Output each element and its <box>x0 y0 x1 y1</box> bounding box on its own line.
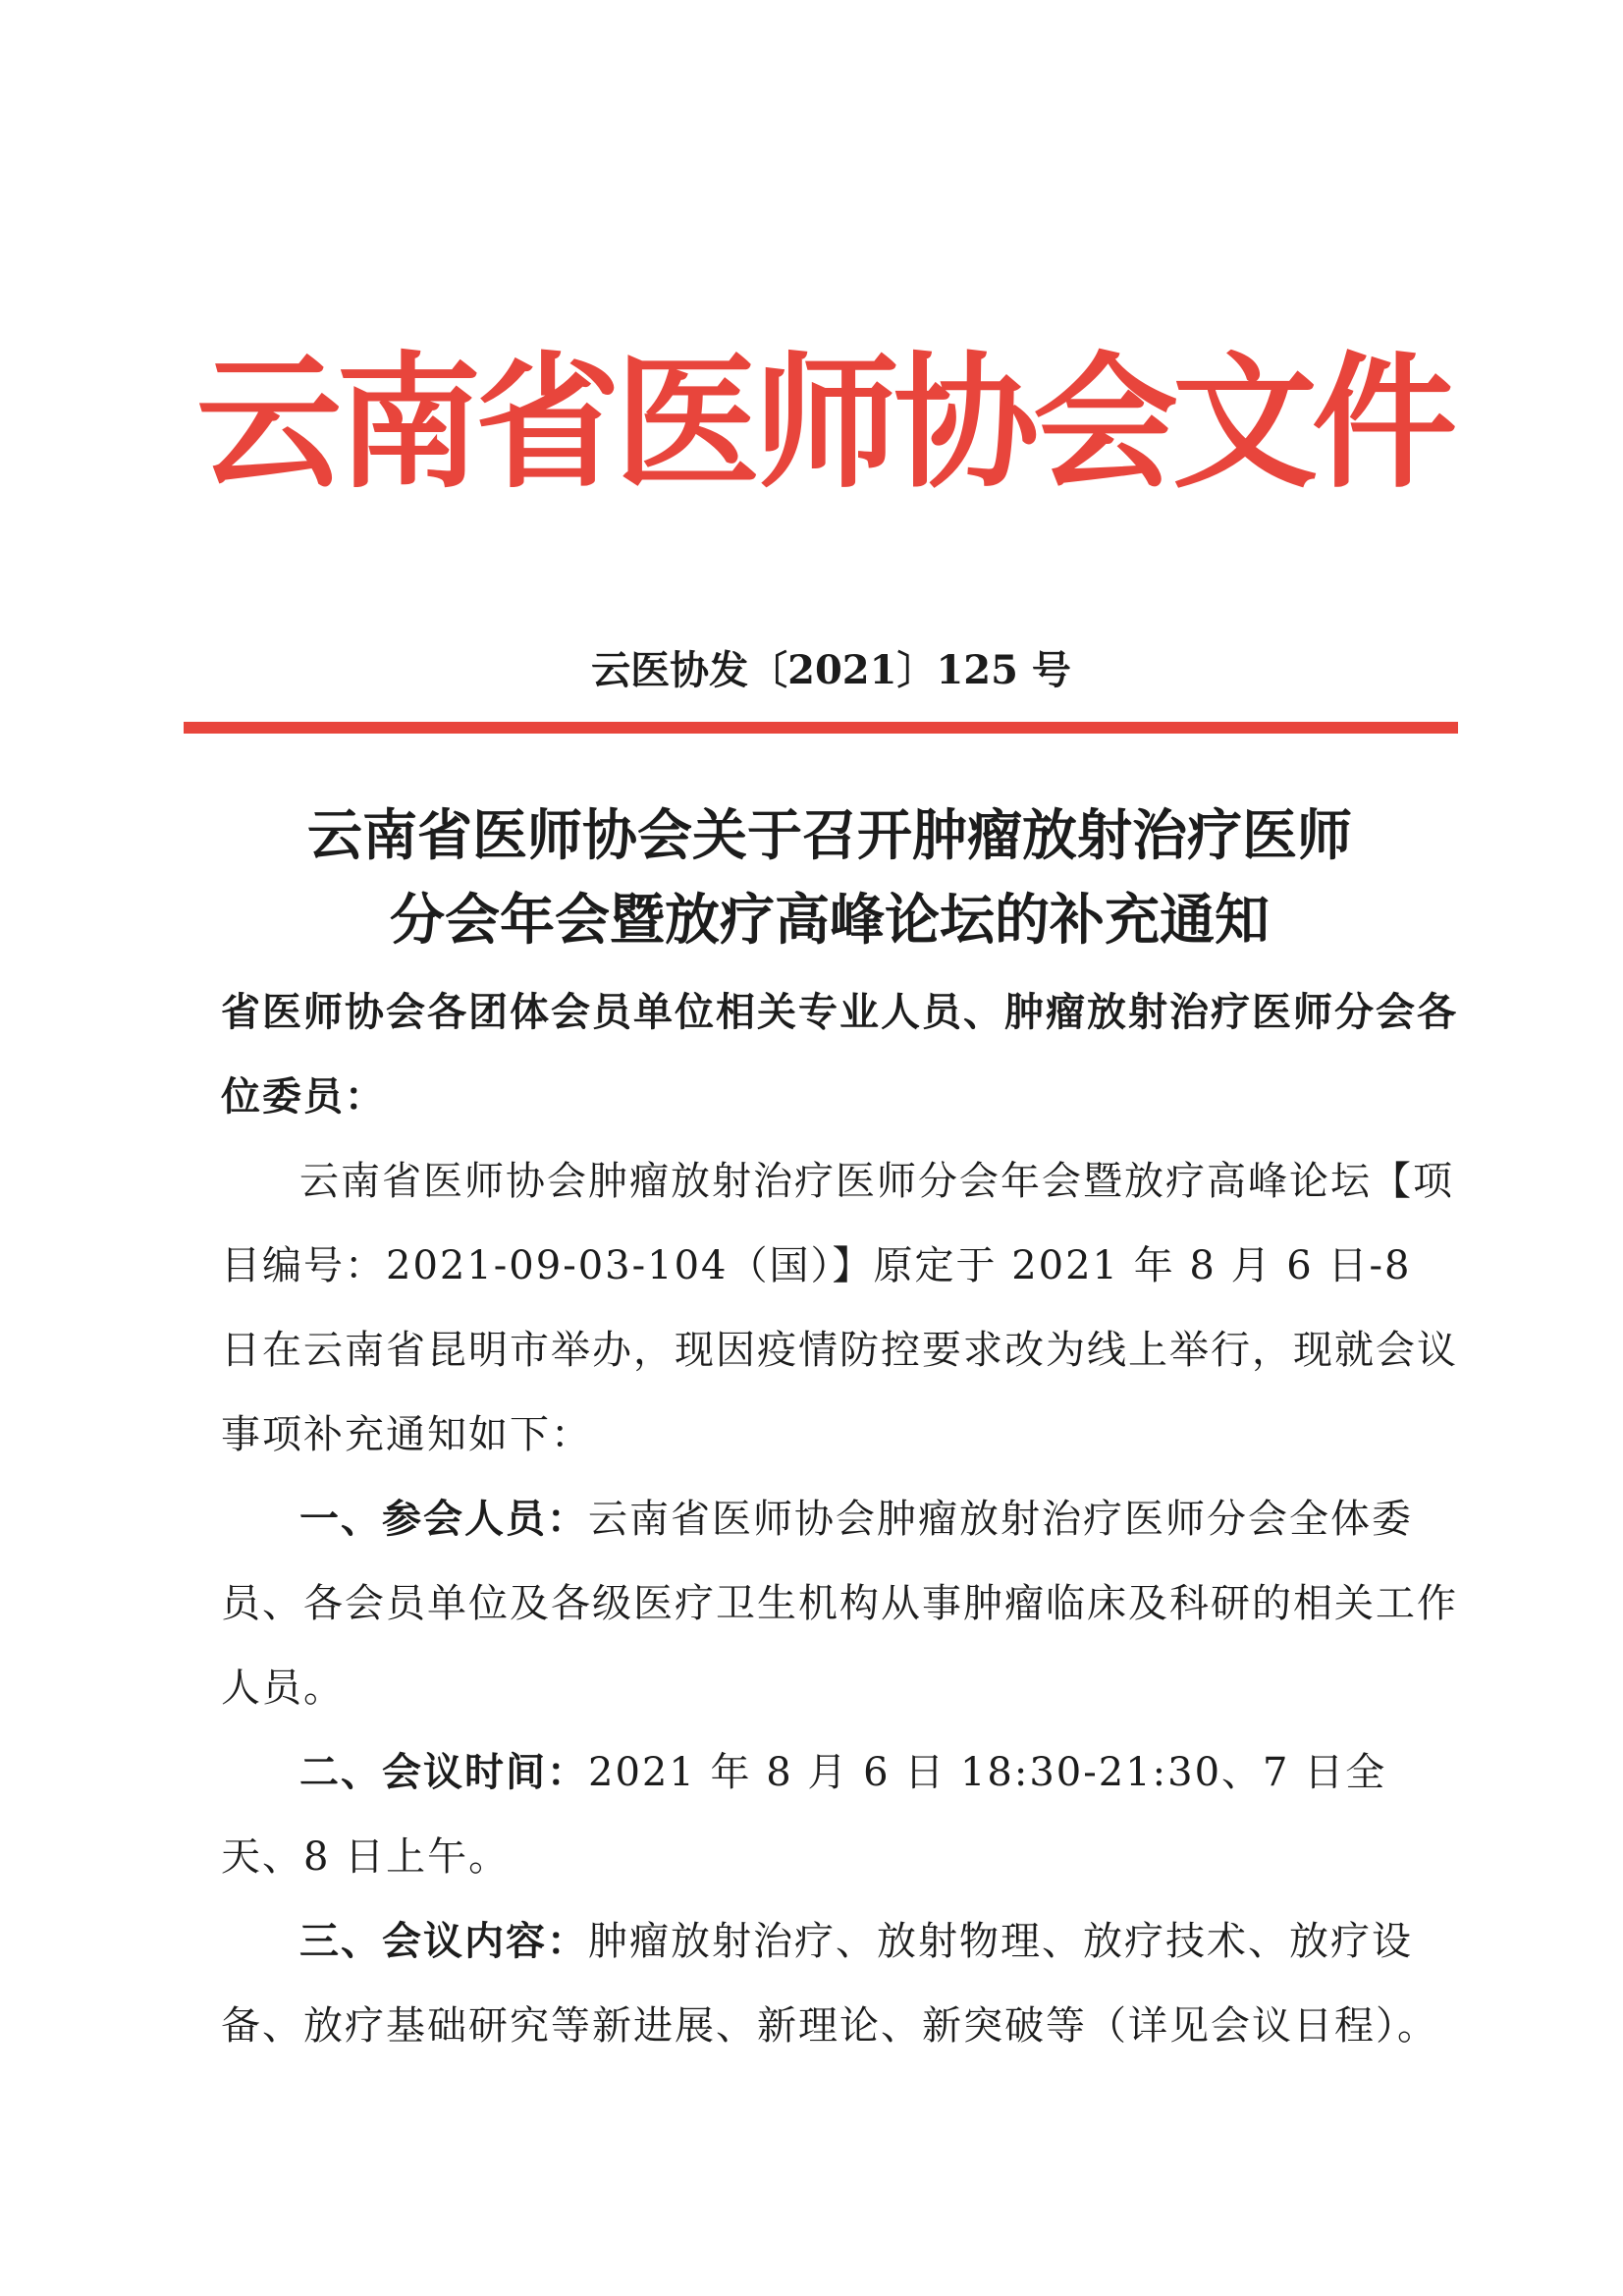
section-meeting-time <box>221 1730 1460 1899</box>
section-lead: 二、会议时间： <box>299 1749 588 1795</box>
section-lead: 三、会议内容： <box>299 1918 588 1964</box>
notice-title <box>196 793 1463 962</box>
section-meeting-content <box>221 1899 1460 2068</box>
section-text: 肿瘤放射治疗、放射物理、放疗技术、放疗设备、放疗基础研究等新进展、新理论、新突破等（详见会议日程）。 <box>221 1919 1438 2049</box>
red-divider-rule <box>184 722 1458 734</box>
document-number: 云医协发〔2021〕125 号 <box>591 647 1071 693</box>
intro-paragraph: 云南省医师协会肿瘤放射治疗医师分会年会暨放疗高峰论坛【项目编号：2021-09-03-104（国）】原定于 2021 年 8 月 6 日-8 日在云南省昆明市举办，现因疫情防控要求改为线上举行，现就会议事项补充通知如下： <box>221 1159 1458 1457</box>
section-attendees <box>221 1477 1460 1730</box>
notice-title-line-2: 分会年会暨放疗高峰论坛的补充通知 <box>390 888 1270 953</box>
section-lead: 一、参会人员： <box>299 1496 588 1542</box>
notice-body <box>221 970 1460 2068</box>
section-text: 云南省医师协会肿瘤放射治疗医师分会全体委员、各会员单位及各级医疗卫生机构从事肿瘤临床及科研的相关工作人员。 <box>221 1497 1458 1711</box>
salutation: 省医师协会各团体会员单位相关专业人员、肿瘤放射治疗医师分会各位委员： <box>221 989 1458 1120</box>
notice-title-line-1: 云南省医师协会关于召开肿瘤放射治疗医师 <box>307 803 1352 868</box>
section-text: 2021 年 8 月 6 日 18:30-21:30、7 日全天、8 日上午。 <box>221 1750 1387 1880</box>
masthead-title: 云南省医师协会文件 <box>196 337 1451 508</box>
